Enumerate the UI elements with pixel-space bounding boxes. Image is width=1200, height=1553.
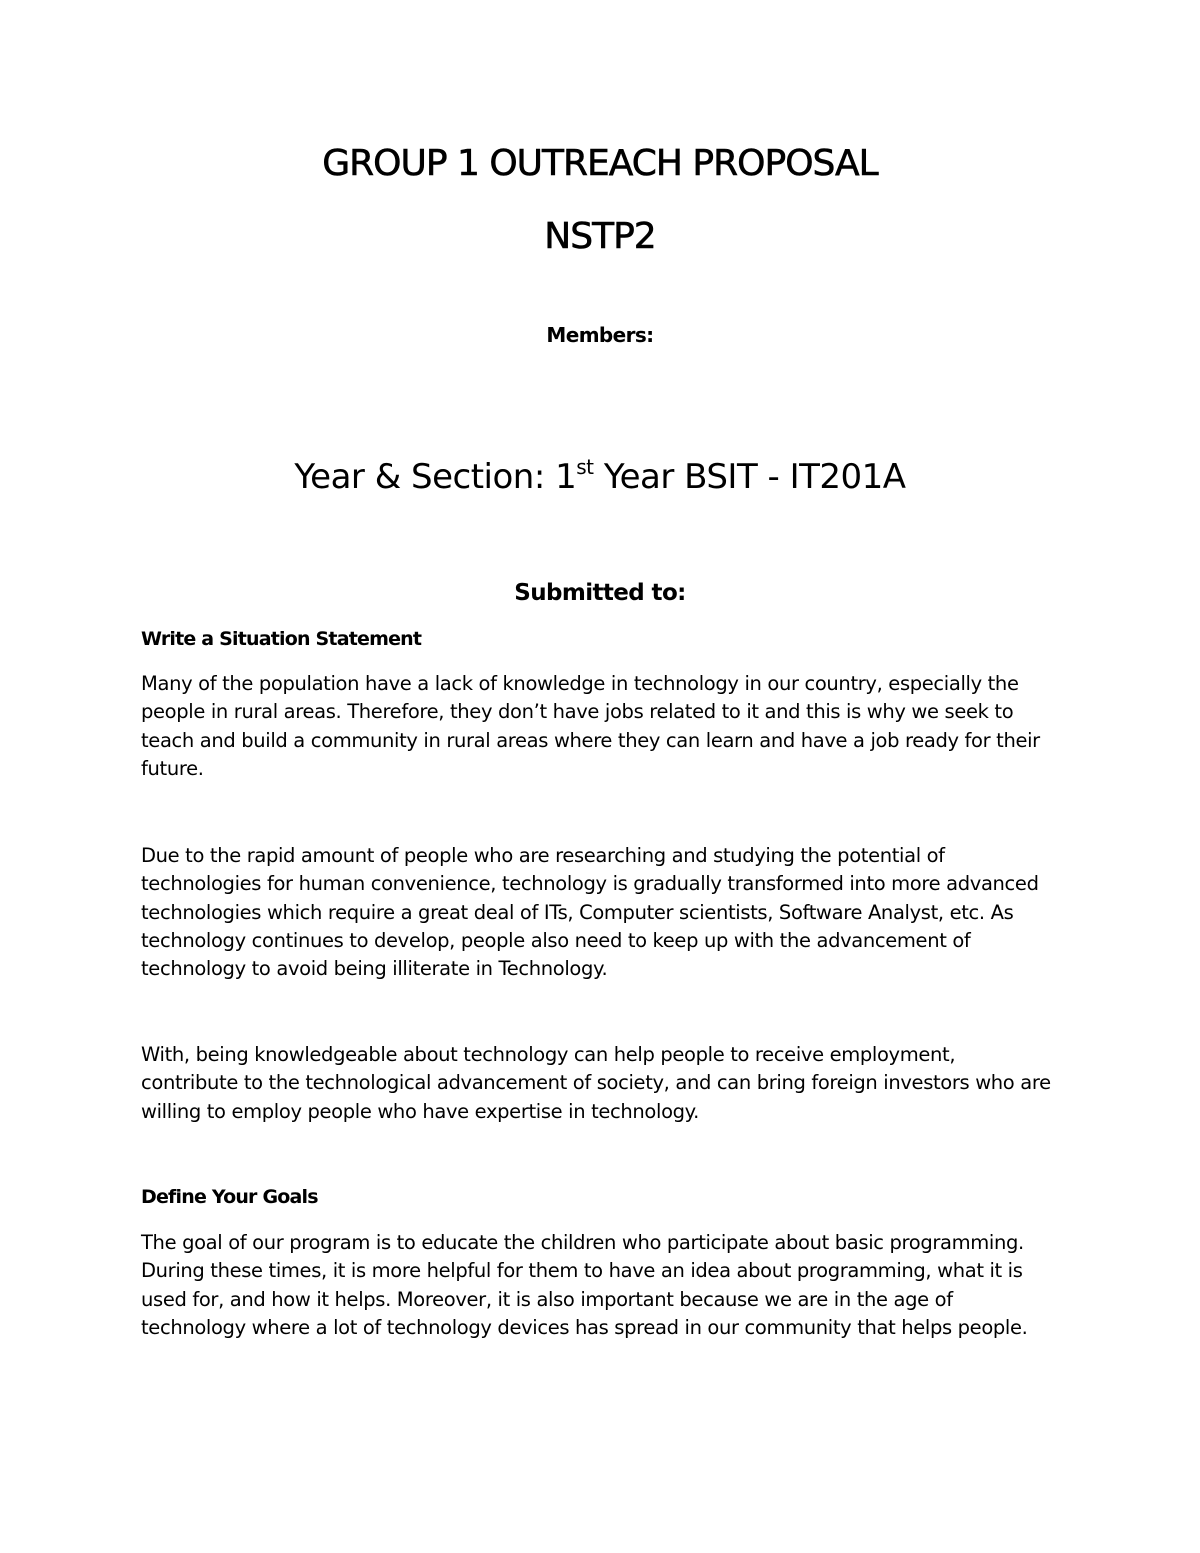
year-section-suffix: Year BSIT - IT201A [593, 457, 906, 497]
paragraph-line: used for, and how it helps. Moreover, it is also important because we are in the age of [141, 1287, 953, 1311]
paragraph-line: technology continues to develop, people also need to keep up with the advancement of [141, 928, 971, 952]
paragraph-line: technology to avoid being illiterate in Technology. [141, 957, 608, 981]
course-code: NSTP2 [544, 216, 656, 257]
paragraph-line: Due to the rapid amount of people who are researching and studying the potential of [141, 844, 945, 867]
paragraph-line: future. [141, 756, 204, 780]
situation-paragraph-2 [141, 842, 1071, 983]
situation-heading: Write a Situation Statement [141, 628, 422, 650]
paragraph-line: technology where a lot of technology devices has spread in our community that helps people. [141, 1315, 1028, 1339]
paragraph-line: willing to employ people who have expertise in technology. [141, 1099, 699, 1123]
paragraph-line: teach and build a community in rural areas where they can learn and have a job ready for their [141, 728, 1040, 752]
paragraph-line: With, being knowledgeable about technology can help people to receive employment, [141, 1043, 956, 1066]
paragraph-line: contribute to the technological advancement of society, and can bring foreign investors who are [141, 1071, 1051, 1095]
goals-paragraph [141, 1229, 1071, 1342]
situation-paragraph-1 [141, 670, 1071, 783]
paragraph-line: technologies for human convenience, technology is gradually transformed into more advanced [141, 872, 1039, 896]
year-section-superscript: st [576, 455, 594, 479]
paragraph-line: During these times, it is more helpful for them to have an idea about programming, what it is [141, 1259, 1023, 1283]
members-label: Members: [546, 323, 654, 347]
paragraph-line: technologies which require a great deal of ITs, Computer scientists, Software Analyst, etc. As [141, 900, 1014, 924]
situation-paragraph-3 [141, 1041, 1071, 1126]
goals-heading: Define Your Goals [141, 1186, 318, 1208]
year-section-prefix: Year & Section: 1 [294, 457, 577, 497]
document-title: GROUP 1 OUTREACH PROPOSAL [322, 143, 878, 184]
year-section [0, 457, 1200, 497]
paragraph-line: Many of the population have a lack of knowledge in technology in our country, especially the [141, 672, 1019, 695]
paragraph-line: The goal of our program is to educate the children who participate about basic programming. [141, 1231, 1024, 1254]
submitted-to-label: Submitted to: [514, 580, 686, 606]
paragraph-line: people in rural areas. Therefore, they don’t have jobs related to it and this is why we seek to [141, 700, 1014, 724]
